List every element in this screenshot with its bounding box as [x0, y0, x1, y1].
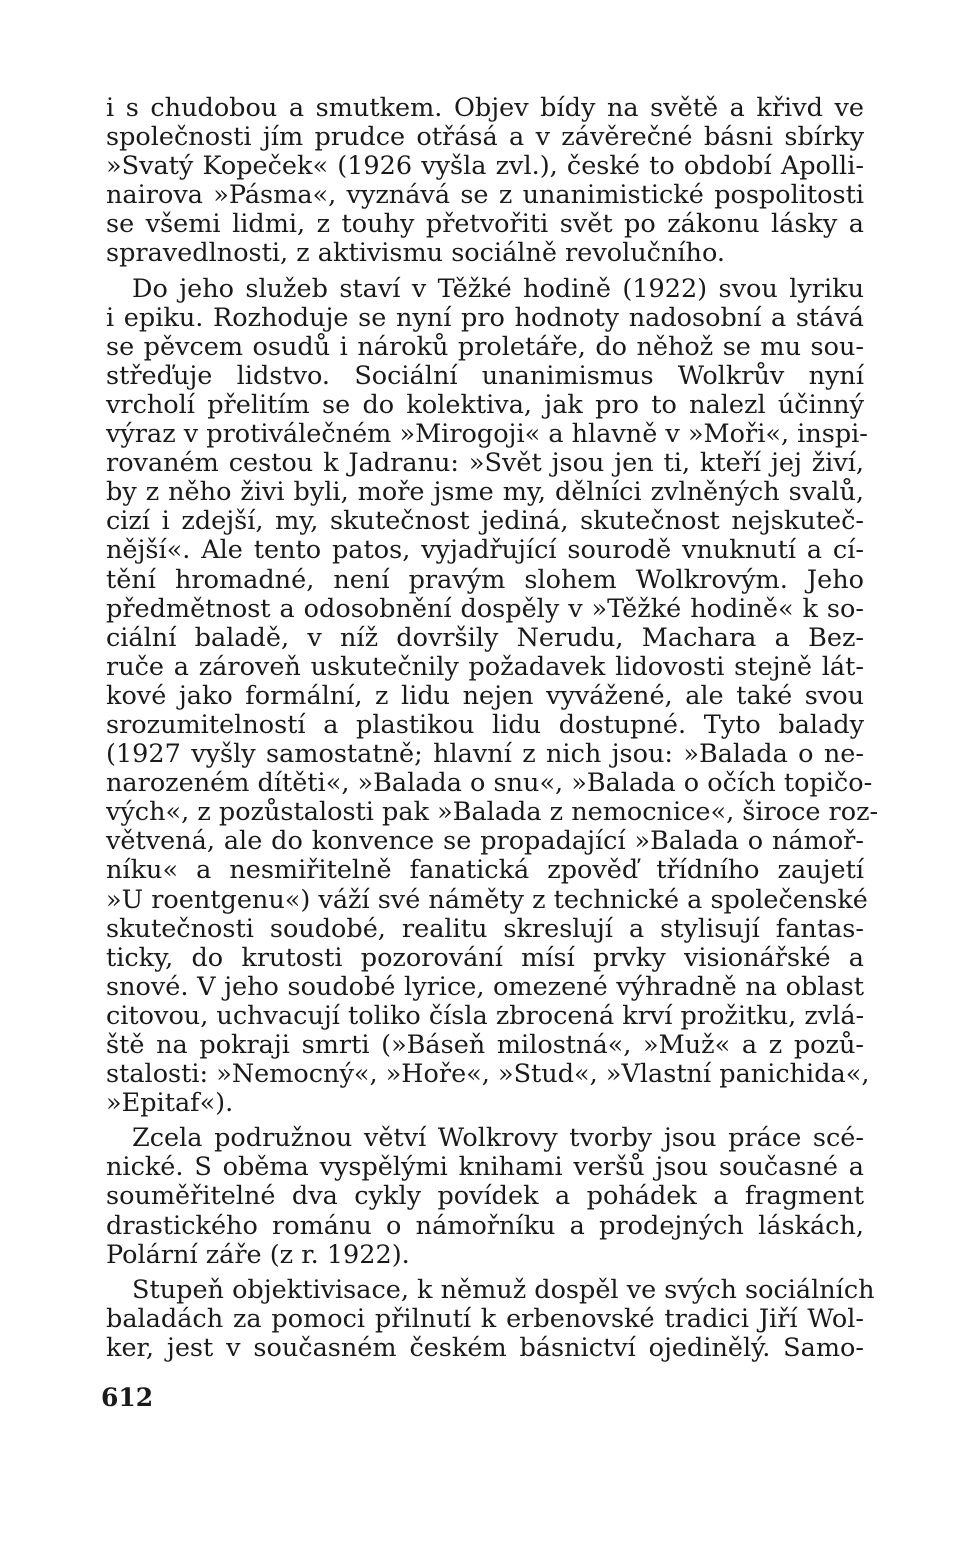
text-line: i epiku. Rozhoduje se nyní pro hodnoty nadosobní a stává: [106, 302, 864, 333]
text-line: vých«, z pozůstalosti pak »Balada z nemocnice«, široce roz-: [106, 797, 879, 828]
text-line: Stupeň objektivisace, k němuž dospěl ve svých sociálních: [132, 1274, 875, 1305]
text-line: baladách za pomoci přilnutí k erbenovské tradici Jiří Wol-: [106, 1303, 864, 1334]
text-line: ticky, do krutosti pozorování mísí prvky visionářské a: [106, 942, 864, 973]
text-line: vrcholí přelitím se do kolektiva, jak pro to nalezl účinný: [106, 389, 864, 420]
text-line: střeďuje lidstvo. Sociální unanimismus Wolkrův nyní: [106, 360, 864, 391]
text-line: nairova »Pásma«, vyznává se z unanimistické pospolitosti: [106, 180, 864, 211]
text-line: snové. V jeho soudobé lyrice, omezené výhradně na oblast: [106, 971, 864, 1002]
text-line: i s chudobou a smutkem. Objev bídy na světě a křivd ve: [106, 93, 864, 123]
text-line: ruče a zároveň uskutečnily požadavek lidovosti stejně lát-: [106, 651, 864, 682]
text-line: skutečnosti soudobé, realitu skreslují a stylisují fantas-: [106, 913, 864, 944]
text-line: narozeném dítěti«, »Balada o snu«, »Balada o očích topičo-: [106, 768, 873, 799]
text-line: srozumitelností a plastikou lidu dostupné. Tyto balady: [106, 709, 864, 740]
text-line: (1927 vyšly samostatně; hlavní z nich jsou: »Balada o ne-: [106, 739, 864, 770]
text-line: Zcela podružnou větví Wolkrovy tvorby jsou práce scé-: [132, 1123, 864, 1154]
text-line: stalosti: »Nemocný«, »Hoře«, »Stud«, »Vlastní panichida«,: [106, 1059, 870, 1090]
paragraph-2: [106, 273, 879, 1119]
text-line: větvená, ale do konvence se propadající »Balada o námoř-: [106, 826, 864, 857]
paragraph-4: [106, 1274, 875, 1363]
text-line: se pěvcem osudů i nároků proletáře, do něhož se mu sou-: [106, 331, 864, 362]
text-line: »Svatý Kopeček« (1926 vyšla zvl.), české to období Apolli-: [106, 151, 864, 182]
text-line: cizí i zdejší, my, skutečnost jediná, skutečnost nejskuteč-: [106, 506, 864, 537]
page-body: [106, 93, 879, 1369]
paragraph-3: [106, 1124, 864, 1269]
page-number: 612: [101, 1383, 154, 1412]
text-line: ciální baladě, v níž dovršily Nerudu, Machara a Bez-: [106, 622, 864, 653]
text-line: »Epitaf«).: [106, 1088, 234, 1119]
text-line: výraz v protiválečném »Mirogoji« a hlavně v »Moři«, inspi-: [106, 419, 868, 450]
text-line: drastického románu o námořníku a prodejných láskách,: [106, 1210, 864, 1241]
paragraph-1: [106, 94, 864, 269]
text-line: předmětnost a odosobnění dospěly v »Těžké hodině« k so-: [106, 593, 864, 624]
text-line: citovou, uchvacují toliko čísla zbrocená krví prožitku, zvlá-: [106, 1000, 865, 1031]
text-line: společnosti jím prudce otřásá a v závěrečné básni sbírky: [106, 122, 864, 153]
text-line: se všemi lidmi, z touhy přetvořiti svět po zákonu lásky a: [106, 209, 864, 240]
text-line: rovaném cestou k Jadranu: »Svět jsou jen ti, kteří jej živí,: [106, 448, 864, 479]
text-line: nější«. Ale tento patos, vyjadřující sourodě vnuknutí a cí-: [106, 535, 864, 566]
text-line: kové jako formální, z lidu nejen vyvážené, ale také svou: [106, 680, 864, 711]
text-line: Do jeho služeb staví v Těžké hodině (1922) svou lyriku: [132, 273, 864, 304]
text-line: by z něho živi byli, moře jsme my, dělníci zvlněných svalů,: [106, 477, 864, 508]
text-line: ště na pokraji smrti (»Báseň milostná«, »Muž« a z pozů-: [106, 1030, 864, 1060]
text-line: spravedlnosti, z aktivismu sociálně revolučního.: [106, 238, 725, 269]
text-line: Polární záře (z r. 1922).: [106, 1239, 410, 1270]
text-line: nické. S oběma vyspělými knihami veršů jsou současné a: [106, 1152, 864, 1183]
text-line: tění hromadné, není pravým slohem Wolkrovým. Jeho: [106, 564, 864, 595]
text-line: níku« a nesmiřitelně fanatická zpověď třídního zaujetí: [106, 855, 864, 886]
text-line: »U roentgenu«) váží své náměty z technické a společenské: [106, 884, 868, 915]
text-line: souměřitelné dva cykly povídek a pohádek a fragment: [106, 1181, 864, 1212]
text-line: ker, jest v současném českém básnictví ojedinělý. Samo-: [106, 1332, 864, 1363]
